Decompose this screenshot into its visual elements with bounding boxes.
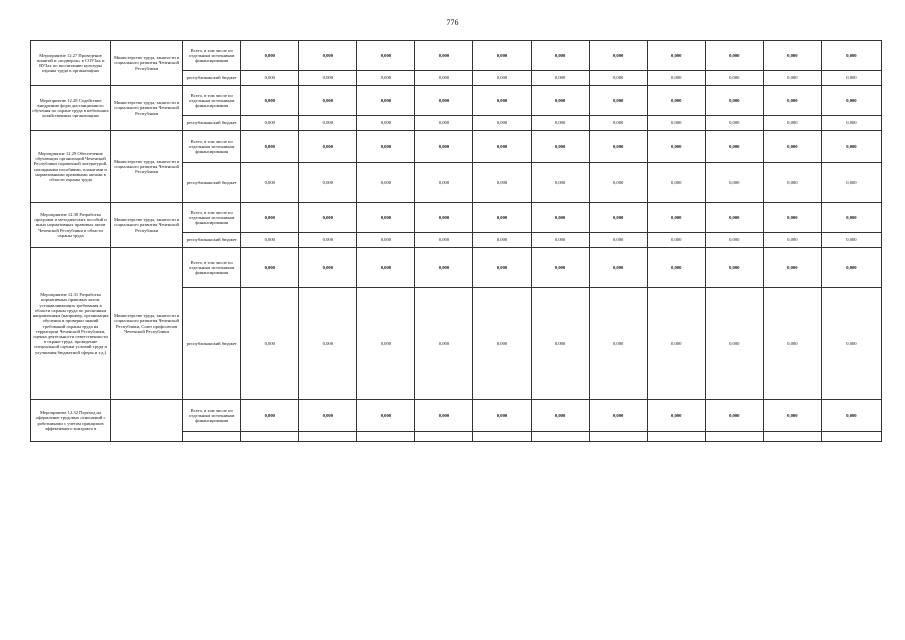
amount-cell: 0,000 — [589, 41, 647, 71]
amount-cell: 0,000 — [299, 248, 357, 288]
measure-name-cell: Мероприятие 12.27 Проведение понятий и «подворок» в СОУЗах и ВУЗах по воспитанию культуры охраны труда в организациях — [31, 41, 111, 86]
amount-cell: 0,000 — [589, 163, 647, 203]
amount-cell: 0,000 — [763, 203, 821, 233]
amount-cell: 0,000 — [357, 163, 415, 203]
amount-cell: 0,000 — [473, 233, 531, 248]
amount-cell: 0,000 — [821, 288, 881, 400]
amount-cell: 0,000 — [531, 86, 589, 116]
amount-cell: 0,000 — [589, 71, 647, 86]
amount-cell: 0,000 — [241, 288, 299, 400]
amount-cell: 0,000 — [299, 131, 357, 163]
amount-cell: 0,000 — [705, 400, 763, 432]
amount-cell — [705, 432, 763, 442]
amount-cell — [299, 432, 357, 442]
amount-cell — [763, 432, 821, 442]
amount-cell: 0,000 — [415, 131, 473, 163]
amount-cell: 0,000 — [473, 41, 531, 71]
amount-cell: 0,000 — [473, 71, 531, 86]
amount-cell: 0,000 — [473, 248, 531, 288]
amount-cell: 0,000 — [415, 86, 473, 116]
amount-cell: 0,000 — [647, 288, 705, 400]
executor-cell: Министерство труда, занятости и социального развития Чеченской Республики — [111, 131, 183, 203]
executor-cell: Министерство труда, занятости и социального развития Чеченской Республики — [111, 86, 183, 131]
funding-source-cell: республиканский бюджет — [183, 163, 241, 203]
amount-cell: 0,000 — [763, 248, 821, 288]
amount-cell: 0,000 — [763, 233, 821, 248]
amount-cell: 0,000 — [241, 131, 299, 163]
amount-cell: 0,000 — [589, 86, 647, 116]
amount-cell: 0,000 — [415, 288, 473, 400]
amount-cell: 0,000 — [705, 163, 763, 203]
amount-cell: 0,000 — [357, 71, 415, 86]
amount-cell: 0,000 — [357, 131, 415, 163]
amount-cell: 0,000 — [763, 41, 821, 71]
amount-cell: 0,000 — [589, 288, 647, 400]
amount-cell: 0,000 — [473, 288, 531, 400]
amount-cell: 0,000 — [299, 203, 357, 233]
amount-cell: 0,000 — [357, 203, 415, 233]
amount-cell: 0,000 — [357, 248, 415, 288]
amount-cell — [473, 432, 531, 442]
amount-cell: 0,000 — [821, 400, 881, 432]
measure-name-cell: Мероприятие 12.32 Переход на оформление трудовых отношений с работниками с учетом принципов эффективного контракта в — [31, 400, 111, 442]
measure-total-row — [31, 203, 882, 233]
amount-cell: 0,000 — [531, 233, 589, 248]
funding-source-cell: Всего, в том числе по отдельным источникам финансирования — [183, 203, 241, 233]
amount-cell: 0,000 — [531, 116, 589, 131]
amount-cell: 0,000 — [473, 163, 531, 203]
measure-name-cell: Мероприятие 12.28 Содействие внедрению форм дистанционного обучения по охране труда в небольших хозяйственных организациях — [31, 86, 111, 131]
amount-cell: 0,000 — [589, 248, 647, 288]
measure-total-row — [31, 400, 882, 432]
amount-cell: 0,000 — [357, 288, 415, 400]
amount-cell: 0,000 — [763, 86, 821, 116]
amount-cell: 0,000 — [241, 163, 299, 203]
amount-cell: 0,000 — [647, 248, 705, 288]
amount-cell: 0,000 — [763, 288, 821, 400]
amount-cell: 0,000 — [357, 233, 415, 248]
amount-cell: 0,000 — [473, 116, 531, 131]
amount-cell — [647, 432, 705, 442]
amount-cell: 0,000 — [531, 41, 589, 71]
amount-cell: 0,000 — [705, 86, 763, 116]
amount-cell: 0,000 — [763, 163, 821, 203]
page-number: 776 — [446, 18, 459, 27]
amount-cell — [415, 432, 473, 442]
amount-cell: 0,000 — [241, 400, 299, 432]
amount-cell: 0,000 — [647, 116, 705, 131]
amount-cell: 0,000 — [473, 203, 531, 233]
amount-cell — [357, 432, 415, 442]
amount-cell: 0,000 — [763, 400, 821, 432]
amount-cell: 0,000 — [705, 203, 763, 233]
amount-cell: 0,000 — [241, 86, 299, 116]
amount-cell: 0,000 — [241, 41, 299, 71]
amount-cell: 0,000 — [415, 203, 473, 233]
amount-cell: 0,000 — [647, 41, 705, 71]
amount-cell: 0,000 — [415, 163, 473, 203]
amount-cell — [531, 432, 589, 442]
amount-cell: 0,000 — [705, 233, 763, 248]
funding-source-cell: республиканский бюджет — [183, 71, 241, 86]
amount-cell: 0,000 — [821, 86, 881, 116]
amount-cell: 0,000 — [647, 400, 705, 432]
amount-cell: 0,000 — [531, 203, 589, 233]
executor-cell: Министерство труда, занятости и социального развития Чеченской Республики, Союз профсоюзов Чеченской Республики — [111, 248, 183, 400]
amount-cell — [241, 432, 299, 442]
measure-total-row — [31, 41, 882, 71]
amount-cell: 0,000 — [705, 288, 763, 400]
amount-cell: 0,000 — [647, 131, 705, 163]
executor-cell — [111, 400, 183, 442]
amount-cell: 0,000 — [531, 131, 589, 163]
amount-cell: 0,000 — [589, 233, 647, 248]
budget-table-body — [31, 41, 882, 442]
funding-source-cell: Всего, в том числе по отдельным источникам финансирования — [183, 131, 241, 163]
amount-cell: 0,000 — [705, 41, 763, 71]
measure-total-row — [31, 248, 882, 288]
amount-cell: 0,000 — [299, 116, 357, 131]
amount-cell: 0,000 — [705, 116, 763, 131]
amount-cell: 0,000 — [589, 116, 647, 131]
measure-total-row — [31, 131, 882, 163]
amount-cell: 0,000 — [589, 131, 647, 163]
measure-name-cell: Мероприятие 12.31 Разработка нормативных правовых актов, устанавливающих требования в области охраны труда по различным направлениям (например, организация обучения и проверки знаний требований охраны труда на территории Чеченской Республики, оценка деятельности ответственности в охране труда, проведение специальной оценки условий труда и улучшения бюджетной сферы и т.д.) — [31, 248, 111, 400]
amount-cell: 0,000 — [821, 248, 881, 288]
funding-source-cell: республиканский бюджет — [183, 116, 241, 131]
amount-cell: 0,000 — [299, 41, 357, 71]
funding-source-cell: республиканский бюджет — [183, 233, 241, 248]
amount-cell: 0,000 — [821, 163, 881, 203]
amount-cell: 0,000 — [299, 71, 357, 86]
amount-cell: 0,000 — [705, 131, 763, 163]
amount-cell: 0,000 — [763, 131, 821, 163]
amount-cell: 0,000 — [821, 41, 881, 71]
amount-cell: 0,000 — [299, 288, 357, 400]
amount-cell: 0,000 — [589, 400, 647, 432]
amount-cell: 0,000 — [299, 86, 357, 116]
measure-name-cell: Мероприятие 12.29 Обеспечение обучающих организаций Чеченской Республики справочной литературой, наглядными пособиями, плакатами и нормативными правовыми актами в области охраны труда — [31, 131, 111, 203]
amount-cell: 0,000 — [241, 248, 299, 288]
amount-cell: 0,000 — [241, 233, 299, 248]
amount-cell: 0,000 — [357, 116, 415, 131]
amount-cell: 0,000 — [763, 116, 821, 131]
amount-cell: 0,000 — [531, 288, 589, 400]
funding-source-cell: Всего, в том числе по отдельным источникам финансирования — [183, 248, 241, 288]
amount-cell — [589, 432, 647, 442]
amount-cell: 0,000 — [647, 233, 705, 248]
amount-cell: 0,000 — [473, 86, 531, 116]
amount-cell: 0,000 — [763, 71, 821, 86]
amount-cell: 0,000 — [299, 163, 357, 203]
executor-cell: Министерство труда, занятости и социального развития Чеченской Республики — [111, 41, 183, 86]
amount-cell: 0,000 — [299, 233, 357, 248]
amount-cell: 0,000 — [415, 233, 473, 248]
amount-cell: 0,000 — [705, 248, 763, 288]
funding-source-cell: Всего, в том числе по отдельным источникам финансирования — [183, 41, 241, 71]
amount-cell: 0,000 — [705, 71, 763, 86]
amount-cell: 0,000 — [241, 203, 299, 233]
funding-source-cell — [183, 432, 241, 442]
amount-cell: 0,000 — [473, 400, 531, 432]
amount-cell: 0,000 — [357, 86, 415, 116]
amount-cell: 0,000 — [821, 116, 881, 131]
amount-cell: 0,000 — [299, 400, 357, 432]
amount-cell: 0,000 — [415, 116, 473, 131]
amount-cell: 0,000 — [241, 71, 299, 86]
amount-cell: 0,000 — [531, 248, 589, 288]
amount-cell: 0,000 — [531, 163, 589, 203]
amount-cell: 0,000 — [647, 163, 705, 203]
budget-table — [30, 40, 882, 442]
amount-cell: 0,000 — [821, 203, 881, 233]
amount-cell: 0,000 — [415, 400, 473, 432]
measure-total-row — [31, 86, 882, 116]
amount-cell: 0,000 — [415, 248, 473, 288]
measure-name-cell: Мероприятие 12.30 Разработка программ и методических пособий и иных нормативных правовых актов Чеченской Республики в области охраны труда — [31, 203, 111, 248]
amount-cell: 0,000 — [647, 86, 705, 116]
amount-cell: 0,000 — [531, 71, 589, 86]
amount-cell: 0,000 — [589, 203, 647, 233]
amount-cell: 0,000 — [821, 71, 881, 86]
amount-cell: 0,000 — [531, 400, 589, 432]
funding-source-cell: Всего, в том числе по отдельным источникам финансирования — [183, 86, 241, 116]
amount-cell: 0,000 — [357, 41, 415, 71]
amount-cell — [821, 432, 881, 442]
amount-cell: 0,000 — [357, 400, 415, 432]
executor-cell: Министерство труда, занятости и социального развития Чеченской Республики — [111, 203, 183, 248]
amount-cell: 0,000 — [415, 41, 473, 71]
amount-cell: 0,000 — [473, 131, 531, 163]
funding-source-cell: Всего, в том числе по отдельным источникам финансирования — [183, 400, 241, 432]
amount-cell: 0,000 — [415, 71, 473, 86]
funding-source-cell: республиканский бюджет — [183, 288, 241, 400]
amount-cell: 0,000 — [647, 203, 705, 233]
amount-cell: 0,000 — [821, 131, 881, 163]
amount-cell: 0,000 — [241, 116, 299, 131]
amount-cell: 0,000 — [821, 233, 881, 248]
amount-cell: 0,000 — [647, 71, 705, 86]
